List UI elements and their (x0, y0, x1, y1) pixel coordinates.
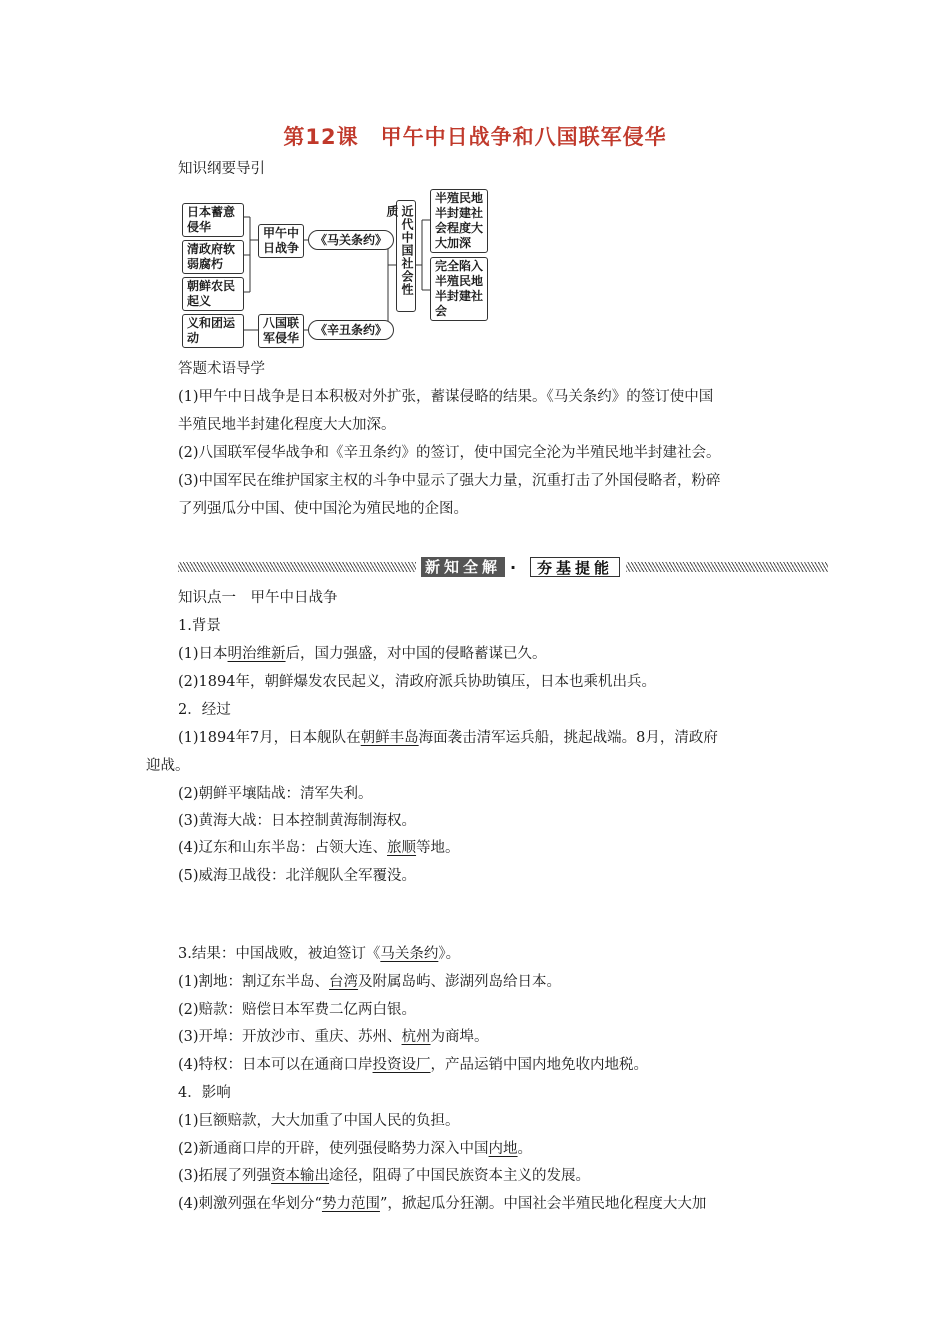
war2-box: 八国联军侵华 (258, 314, 304, 348)
text: 3.结果：中国战败，被迫签订《 (178, 946, 381, 962)
banner-new-knowledge (421, 556, 506, 578)
page-title: 第12课 甲午中日战争和八国联军侵华 (283, 125, 667, 149)
course-item (178, 726, 718, 747)
result-heading (178, 942, 460, 963)
text: 为商埠。 (430, 1029, 489, 1045)
treaty2-pill: 《辛丑条约》 (308, 320, 394, 340)
nature-box: 近代中国社会性质 (396, 200, 416, 312)
impact-item (178, 1164, 590, 1185)
text: 途径，阻碍了中国民族资本主义的发展。 (329, 1168, 591, 1184)
text: (3)拓展了列强 (178, 1168, 272, 1184)
blank-answer: 明治维新 (227, 646, 286, 662)
banner-char: 夯基提能 (530, 557, 620, 577)
term-line: (3)中国军民在维护国家主权的斗争中显示了强大力量，沉重打击了外国侵略者，粉碎 (178, 473, 721, 489)
impact-heading: 4．影响 (178, 1085, 231, 1101)
blank-answer: 杭州 (401, 1029, 431, 1045)
cause-japan-box: 日本蓄意侵华 (182, 203, 244, 237)
impact-item (178, 1137, 532, 1158)
text: (4)特权：日本可以在通商口岸 (178, 1057, 373, 1073)
text: ”，掀起瓜分狂潮。中国社会半殖民地化程度大大加 (379, 1196, 707, 1212)
impact-item: (1)巨额赔款，大大加重了中国人民的负担。 (178, 1113, 460, 1129)
text: 。 (517, 1141, 533, 1157)
background-heading: 1.背景 (178, 618, 221, 634)
text: 》。 (438, 946, 461, 962)
cause-qing-box: 清政府软弱腐朽 (182, 240, 244, 274)
course-item: (5)威海卫战役：北洋舰队全军覆没。 (178, 868, 417, 884)
text: ，产品运销中国内地免收内地税。 (430, 1057, 649, 1073)
result-item (178, 970, 561, 991)
result-item: (2)赔款：赔偿日本军费二亿两白银。 (178, 1002, 417, 1018)
banner-hatch-right (626, 562, 828, 572)
course-item-cont: 迎战。 (146, 758, 190, 774)
text: (4)辽东和山东半岛：占领大连、 (178, 840, 388, 856)
text: 后，国力强盛，对中国的侵略蓄谋已久。 (285, 646, 547, 662)
text: (1)割地：割辽东半岛、 (178, 974, 330, 990)
blank-answer: 投资设厂 (372, 1057, 431, 1073)
text: 等地。 (416, 840, 460, 856)
blank-answer: 资本输出 (271, 1168, 330, 1184)
impact-item (178, 1192, 706, 1213)
background-item (178, 642, 547, 663)
banner-consolidate (530, 556, 621, 578)
kp1-heading: 知识点一 甲午中日战争 (178, 590, 338, 606)
terms-heading: 答题术语导学 (178, 361, 265, 377)
blank-answer: 内地 (488, 1141, 518, 1157)
text: (3)开埠：开放沙市、重庆、苏州、 (178, 1029, 402, 1045)
treaty1-pill: 《马关条约》 (308, 230, 394, 250)
banner-dot: · (510, 557, 517, 577)
cause-korea-box: 朝鲜农民起义 (182, 277, 244, 311)
course-item: (3)黄海大战：日本控制黄海制海权。 (178, 813, 417, 829)
result2-box: 完全陷入半殖民地半封建社会 (430, 257, 488, 321)
background-item: (2)1894年，朝鲜爆发农民起义，清政府派兵协助镇压，日本也乘机出兵。 (178, 674, 656, 690)
blank-answer: 势力范围 (321, 1196, 380, 1212)
course-item: (2)朝鲜平壤陆战：清军失利。 (178, 786, 373, 802)
result-item (178, 1053, 648, 1074)
blank-answer: 马关条约 (380, 946, 439, 962)
text: (2)新通商口岸的开辟，使列强侵略势力深入中国 (178, 1141, 489, 1157)
result-item (178, 1025, 489, 1046)
text: (1)日本 (178, 646, 228, 662)
boxer-box: 义和团运动 (182, 314, 244, 348)
text: 及附属岛屿、澎湖列岛给日本。 (358, 974, 562, 990)
blank-answer: 台湾 (329, 974, 359, 990)
term-line: (2)八国联军侵华战争和《辛丑条约》的签订，使中国完全沦为半殖民地半封建社会。 (178, 445, 721, 461)
text: (4)刺激列强在华划分“ (178, 1196, 322, 1212)
war1-box: 甲午中日战争 (258, 224, 304, 258)
term-line: (1)甲午中日战争是日本积极对外扩张，蓄谋侵略的结果。《马关条约》的签订使中国 (178, 389, 714, 405)
term-line: 半殖民地半封建化程度大大加深。 (178, 417, 396, 433)
blank-answer: 朝鲜丰岛 (360, 730, 419, 746)
term-line: 了列强瓜分中国、使中国沦为殖民地的企图。 (178, 501, 468, 517)
course-item (178, 836, 460, 857)
banner-hatch-left (178, 562, 416, 572)
result1-box: 半殖民地半封建社会程度大大加深 (430, 189, 488, 253)
text: (1)1894年7月，日本舰队在 (178, 730, 361, 746)
text: 海面袭击清军运兵船，挑起战端。8月，清政府 (418, 730, 718, 746)
guide-heading: 知识纲要导引 (178, 161, 265, 177)
banner-char: 新知全解 (421, 557, 505, 577)
blank-answer: 旅顺 (387, 840, 417, 856)
course-heading: 2．经过 (178, 702, 231, 718)
